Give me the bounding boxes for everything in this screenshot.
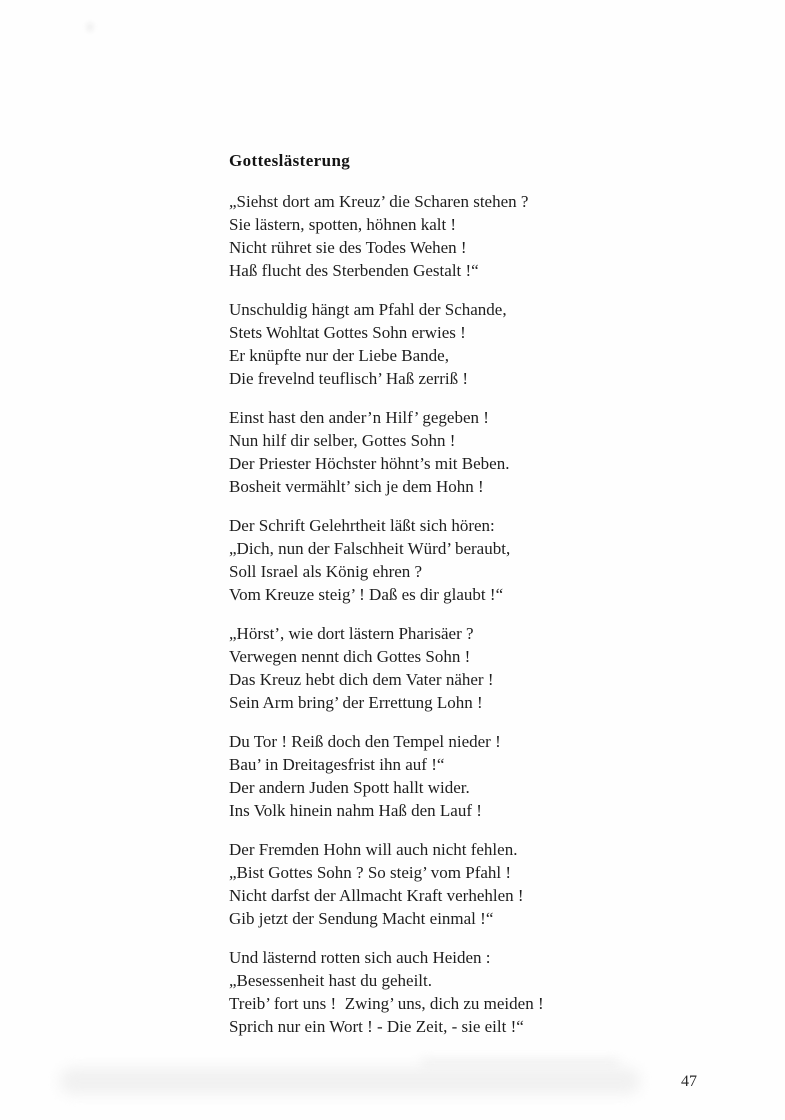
stanza-8 (229, 946, 544, 1038)
poem-line: Nicht rühret sie des Todes Wehen ! (229, 238, 467, 257)
page-number: 47 (681, 1073, 697, 1090)
poem-line: Der andern Juden Spott hallt wider. (229, 778, 470, 797)
poem-line: „Siehst dort am Kreuz’ die Scharen stehen ? (229, 192, 529, 211)
stanza-6 (229, 730, 544, 822)
poem-line: Nicht darfst der Allmacht Kraft verhehlen ! (229, 886, 524, 905)
poem-line: Bau’ in Dreitagesfrist ihn auf !“ (229, 755, 445, 774)
poem-line: Einst hast den ander’n Hilf’ gegeben ! (229, 408, 489, 427)
scan-artifact-smudge (60, 1068, 640, 1094)
poem-line: Ins Volk hinein nahm Haß den Lauf ! (229, 801, 482, 820)
poem-line: „Hörst’, wie dort lästern Pharisäer ? (229, 624, 474, 643)
poem (229, 149, 544, 1054)
poem-line: Nun hilf dir selber, Gottes Sohn ! (229, 431, 456, 450)
stanza-5 (229, 622, 544, 714)
poem-title: Gotteslästerung (229, 151, 351, 170)
poem-line: Bosheit vermählt’ sich je dem Hohn ! (229, 477, 484, 496)
poem-line: Der Fremden Hohn will auch nicht fehlen. (229, 840, 518, 859)
poem-line: Das Kreuz hebt dich dem Vater näher ! (229, 670, 494, 689)
poem-line: Er knüpfte nur der Liebe Bande, (229, 346, 449, 365)
poem-line: Der Priester Höchster höhnt’s mit Beben. (229, 454, 510, 473)
stanza-4 (229, 514, 544, 606)
poem-line: „Besessenheit hast du geheilt. (229, 971, 433, 990)
poem-line: Haß flucht des Sterbenden Gestalt !“ (229, 261, 479, 280)
poem-line: „Bist Gottes Sohn ? So steig’ vom Pfahl ! (229, 863, 512, 882)
poem-line: „Dich, nun der Falschheit Würd’ beraubt, (229, 539, 511, 558)
poem-line: Treib’ fort uns ! Zwing’ uns, dich zu meiden ! (229, 994, 544, 1013)
poem-line: Und lästernd rotten sich auch Heiden : (229, 948, 491, 967)
poem-line: Sein Arm bring’ der Errettung Lohn ! (229, 693, 483, 712)
poem-line: Unschuldig hängt am Pfahl der Schande, (229, 300, 507, 319)
stanza-3 (229, 406, 544, 498)
stanza-1 (229, 190, 544, 282)
poem-line: Der Schrift Gelehrtheit läßt sich hören: (229, 516, 495, 535)
poem-line: Vom Kreuze steig’ ! Daß es dir glaubt !“ (229, 585, 504, 604)
poem-line: Gib jetzt der Sendung Macht einmal !“ (229, 909, 494, 928)
poem-line: Die frevelnd teuflisch’ Haß zerriß ! (229, 369, 468, 388)
scan-artifact-smudge (420, 1058, 620, 1068)
poem-line: Soll Israel als König ehren ? (229, 562, 423, 581)
poem-line: Du Tor ! Reiß doch den Tempel nieder ! (229, 732, 501, 751)
stanza-2 (229, 298, 544, 390)
poem-line: Stets Wohltat Gottes Sohn erwies ! (229, 323, 466, 342)
poem-line: Sie lästern, spotten, höhnen kalt ! (229, 215, 457, 234)
poem-line: Verwegen nennt dich Gottes Sohn ! (229, 647, 471, 666)
stanza-7 (229, 838, 544, 930)
scan-artifact-speck (86, 22, 94, 32)
poem-line: Sprich nur ein Wort ! - Die Zeit, - sie eilt !“ (229, 1017, 524, 1036)
